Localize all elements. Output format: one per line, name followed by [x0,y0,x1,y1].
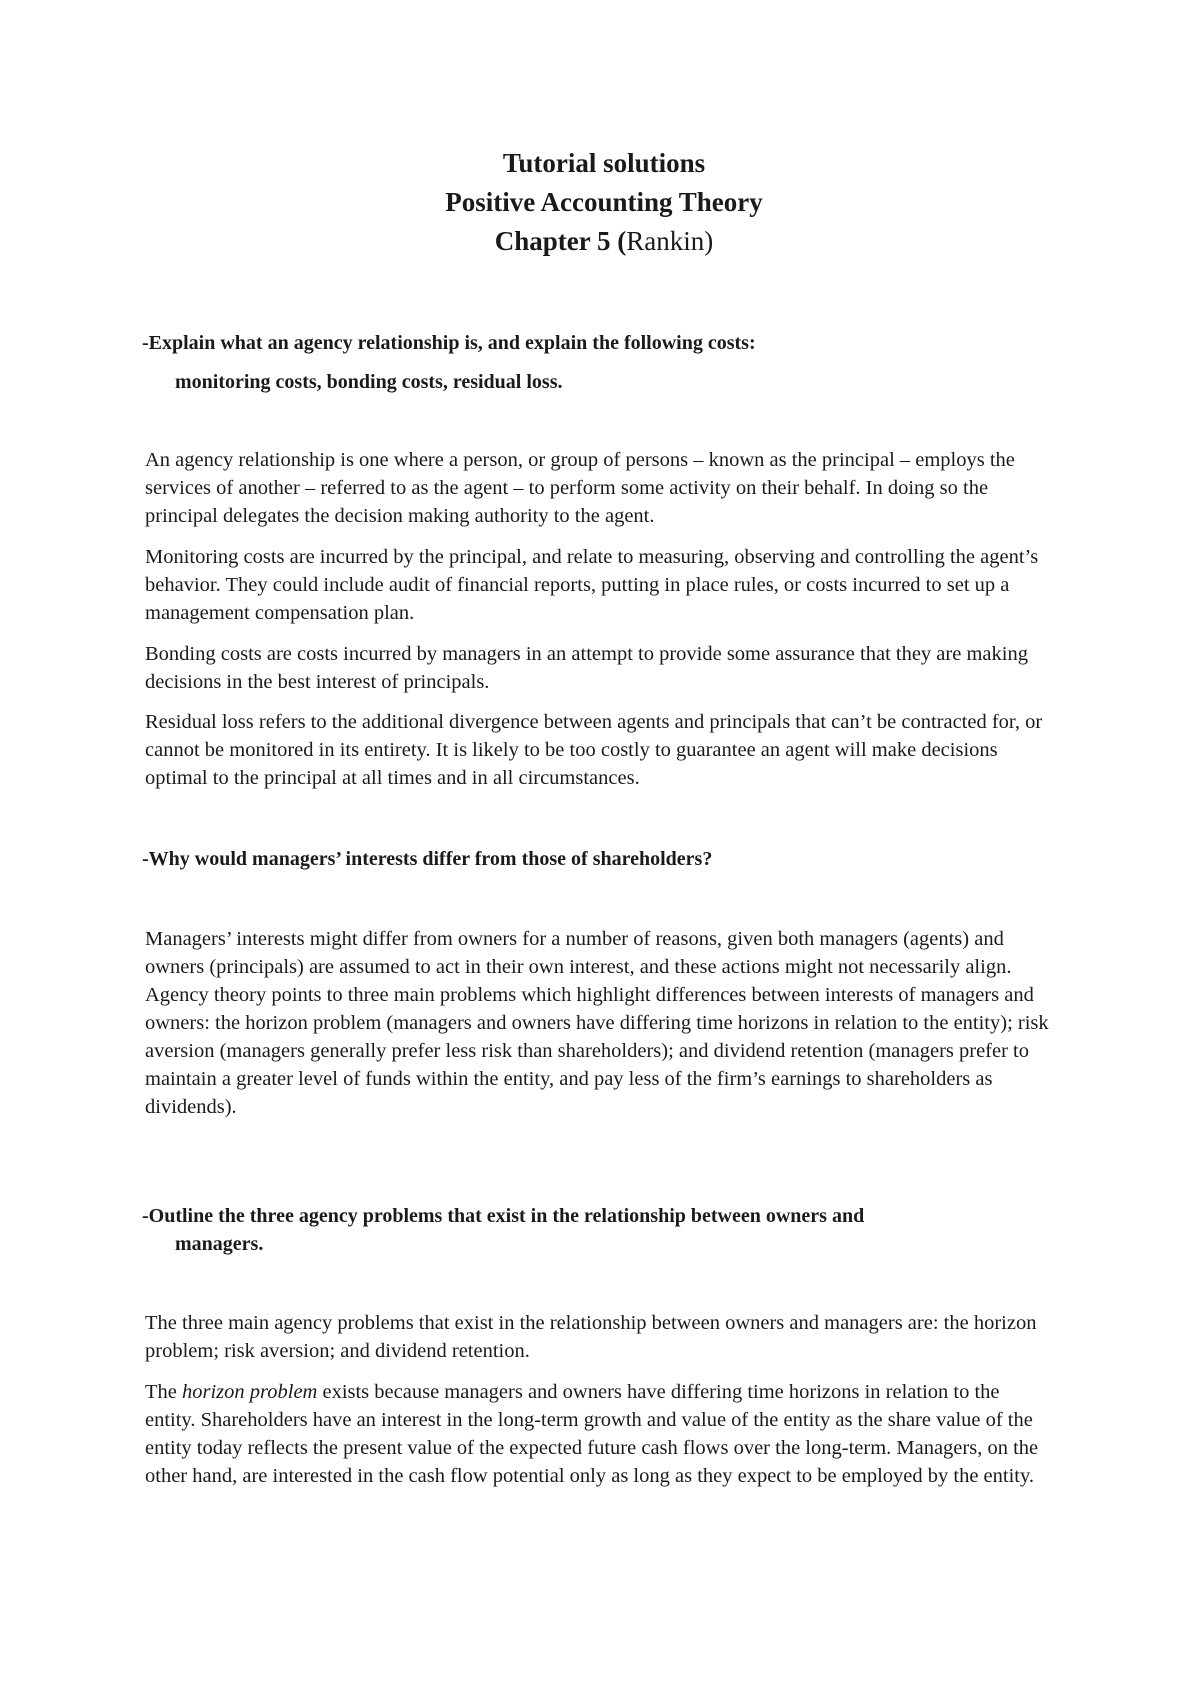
title-author: Rankin) [626,226,714,256]
horizon-problem-term: horizon problem [182,1381,318,1403]
answer-2-paragraph-1: Managers’ interests might differ from owners for a number of reasons, given both managers (agents) and owners (principals) are assumed to act in their own interest, and these actions might not necessarily align. Agency theory points to three main problems which highlight differences between interests of managers and owners: the horizon problem (managers and owners have differing time horizons in relation to the entity); risk aversion (managers generally prefer less risk than shareholders); and dividend retention (managers prefer to maintain a greater level of funds within the entity, and pay less of the firm’s earnings to shareholders as dividends). [145,928,1049,1118]
answer-3-p2-lead: The [145,1381,182,1403]
question-2 [142,845,1042,873]
title-line-2: Positive Accounting Theory [445,187,763,217]
answer-3-paragraph-1: The three main agency problems that exist in the relationship between owners and managers are: the horizon problem; risk aversion; and dividend retention. [145,1312,1037,1362]
question-3-line-1: -Outline the three agency problems that exist in the relationship between owners and [142,1205,865,1227]
question-1 [142,329,1042,396]
answer-1-paragraph-4: Residual loss refers to the additional divergence between agents and principals that can’t be contracted for, or cannot be monitored in its entirety. It is likely to be too costly to guarantee an agent will make decisions optimal to the principal at all times and in all circumstances. [145,711,1043,789]
answer-1-paragraph-3: Bonding costs are costs incurred by managers in an attempt to provide some assurance that they are making decisions in the best interest of principals. [145,643,1028,693]
question-2-line-1: -Why would managers’ interests differ from those of shareholders? [142,848,713,870]
title-chapter: Chapter 5 ( [494,226,627,256]
document-title [0,144,1200,261]
question-3-line-2: managers. [175,1233,264,1255]
question-3 [142,1202,1042,1258]
answer-1-paragraph-1: An agency relationship is one where a person, or group of persons – known as the principal – employs the services of another – referred to as the agent – to perform some activity on their behalf. In doing so the principal delegates the decision making authority to the agent. [145,449,1015,527]
title-line-1: Tutorial solutions [502,148,706,178]
question-1-line-1: -Explain what an agency relationship is, and explain the following costs: [142,332,756,354]
answer-3-p2-rest: exists because managers and owners have differing time horizons in relation to the entity. Shareholders have an interest in the long-term growth and value of the entity as the share value of the entity today reflects the present value of the expected future cash flows over the long-term. Managers, on the other hand, are interested in the cash flow potential only as long as they expect to be employed by the entity. [145,1381,1039,1487]
title-line-3 [0,222,1200,261]
answer-3-paragraph-2 [145,1378,1055,1490]
question-1-line-2: monitoring costs, bonding costs, residual loss. [175,371,563,393]
answer-1-paragraph-2: Monitoring costs are incurred by the principal, and relate to measuring, observing and controlling the agent’s behavior. They could include audit of financial reports, putting in place rules, or costs incurred to set up a management compensation plan. [145,546,1039,624]
